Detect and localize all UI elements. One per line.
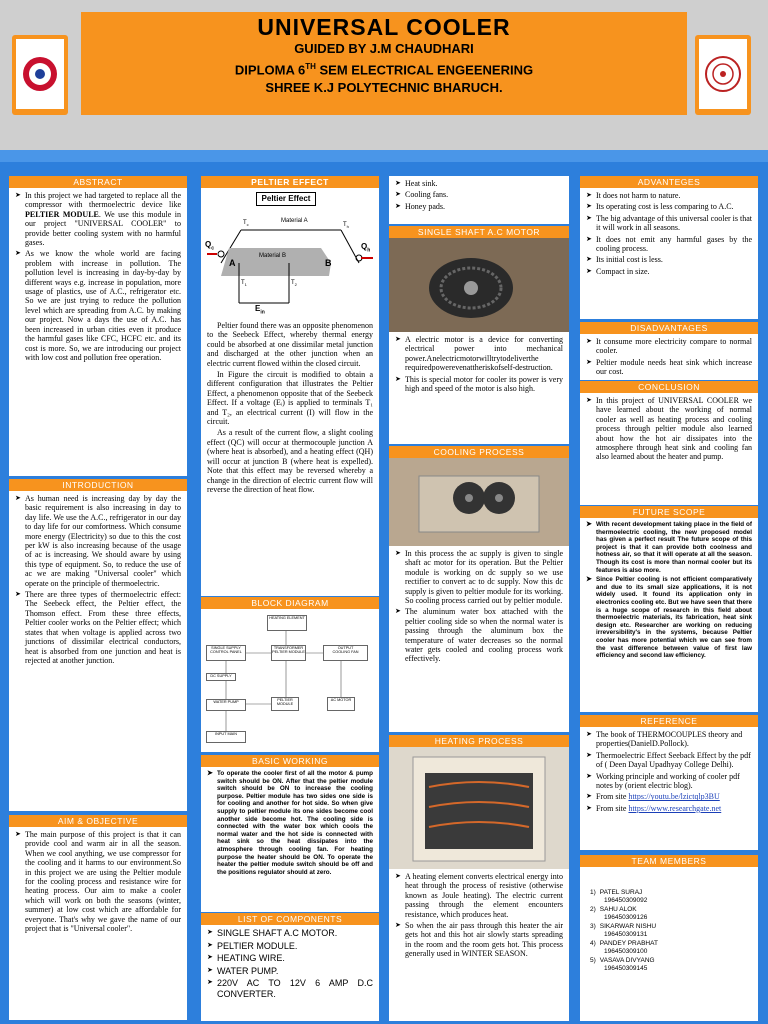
qh-label: $Q_h$ bbox=[361, 242, 371, 254]
intro-para-2: ➤ There are three types of thermoelectric effect: The Seebeck effect, the Peltier effect, the Thomson effect. From these three effects, Peltier cooler works on the Peltier effect; which states that when voltage is applied across two junctions of dissimilar electrical conductors, heat is absorbed from one junction and heat is rejected at another junction. bbox=[15, 590, 181, 665]
future-scope-header: FUTURE SCOPE bbox=[580, 506, 758, 518]
block-water-pump: WATER PUMP bbox=[206, 699, 246, 711]
diploma-line: DIPLOMA 6TH SEM ELECTRICAL ENGEENERING bbox=[234, 62, 534, 78]
component-item: ➤ PELTIER MODULE. bbox=[207, 941, 373, 952]
seal-icon bbox=[699, 39, 747, 109]
reference-header: REFERENCE bbox=[580, 715, 758, 727]
conclusion-section bbox=[580, 381, 758, 505]
cooling-photo bbox=[389, 458, 569, 546]
advantage-item: ➤ Its operating cost is less comparing to A.C. bbox=[586, 202, 752, 211]
reference-section bbox=[580, 715, 758, 850]
heating-section bbox=[389, 735, 569, 1021]
guided-by: GUIDED BY J.M CHAUDHARI bbox=[294, 41, 474, 56]
team-member bbox=[590, 906, 758, 922]
junction-b-label: B bbox=[325, 258, 332, 268]
aim-section bbox=[9, 815, 187, 1020]
member-enrollment: 196450309100 bbox=[604, 948, 648, 955]
member-name: VASAVA DIVYANG bbox=[599, 957, 655, 964]
component-item: ➤ HEATING WIRE. bbox=[207, 953, 373, 964]
block-diagram-section bbox=[201, 597, 379, 752]
advantages-section bbox=[580, 176, 758, 319]
reference-5: ➤ From site https://www.researchgate.net bbox=[586, 804, 752, 813]
reference-2: ➤ Thermoelectric Effect Seeback Effect by the pdf of ( Deen Dayal Upadhyay College Delhi). bbox=[586, 751, 752, 770]
member-enrollment: 196450309145 bbox=[604, 965, 648, 972]
tc-label: $T_c$ bbox=[243, 220, 249, 228]
heating-para-2: ➤ So when the air pass through this heater the air gets hot and this hot air slowly starts spreading in the room and the room gets hot. This process generally used in WINTER SEASON. bbox=[395, 921, 563, 959]
college-logo-right bbox=[695, 35, 751, 115]
diagram-title: Peltier Effect bbox=[256, 192, 316, 206]
component-item: ➤ Heat sink. bbox=[395, 179, 563, 188]
poster-title: UNIVERSAL COOLER bbox=[257, 14, 511, 40]
t1-label: $T_1$ bbox=[241, 280, 247, 288]
introduction-header: INTRODUCTION bbox=[9, 479, 187, 491]
block-output: OUTPUT COOLING FAN bbox=[323, 645, 368, 661]
youtube-link[interactable]: https://youtu.be/lzictqlp3BU bbox=[628, 792, 720, 802]
member-number: 4) bbox=[590, 940, 596, 947]
future-para-1: ➤ With recent development taking place in the field of thermoelectric cooling, the new proposed model has given a perfect result The future scope of this project is that it can provide both coolness and hotness air, so that it will operate at all the season. Though its cost is more than normal cooler but its features is also more. bbox=[586, 521, 752, 574]
member-name: SAHU ALOK bbox=[599, 906, 637, 913]
advantage-item: ➤ Its initial cost is less. bbox=[586, 255, 752, 264]
member-enrollment: 196450309092 bbox=[604, 897, 648, 904]
peltier-diagram bbox=[201, 188, 379, 318]
motor-para-2: ➤ This is special motor for cooler its power is very high and speed of the motor is also high. bbox=[395, 375, 563, 394]
cooling-fan-icon bbox=[389, 458, 569, 546]
th-label: $T_h$ bbox=[343, 222, 349, 230]
member-enrollment: 196450309131 bbox=[604, 931, 648, 938]
researchgate-link[interactable]: https://www.researchgate.net bbox=[628, 803, 722, 813]
college-name: SHREE K.J POLYTECHNIC BHARUCH. bbox=[265, 80, 503, 96]
motor-para-1: ➤ A electric motor is a device for converting electrical power into mechanical power.Anelectricmotorwilltrytodeliverthe requiredpowerevenattheriskofself-destruction. bbox=[395, 335, 563, 373]
basic-working-header: BASIC WORKING bbox=[201, 755, 379, 767]
t2-label: $T_2$ bbox=[291, 280, 297, 288]
team-member bbox=[590, 889, 758, 905]
conclusion-header: CONCLUSION bbox=[580, 381, 758, 393]
disadvantages-section bbox=[580, 322, 758, 380]
block-control-panel: SINGLE SUPPLY CONTROL PANEL bbox=[206, 645, 246, 661]
college-logo-left bbox=[12, 35, 68, 115]
material-a-label: Material A bbox=[281, 218, 308, 224]
cooling-header: COOLING PROCESS bbox=[389, 446, 569, 458]
aim-header: AIM & OBJECTIVE bbox=[9, 815, 187, 827]
reference-4: ➤ From site https://youtu.be/lzictqlp3BU bbox=[586, 792, 752, 801]
member-name: PATEL SURAJ bbox=[599, 889, 643, 896]
conclusion-text: ➤ In this project of UNIVERSAL COOLER we have learned about the working of normal cooler as well as heating process and cooling process through peltier module also learned about how the hot air dissipates into the atmosphere through heat sink and cooling fan also learned about the heater and pump. bbox=[586, 396, 752, 462]
disadvantage-item: ➤ It consume more electricity compare to normal cooler. bbox=[586, 337, 752, 356]
member-number: 5) bbox=[590, 957, 596, 964]
component-item: ➤ 220V AC TO 12V 6 AMP D.C CONVERTER. bbox=[207, 978, 373, 999]
member-number: 2) bbox=[590, 906, 596, 913]
member-enrollment: 196450309126 bbox=[604, 914, 648, 921]
block-dc-supply: DC SUPPLY bbox=[206, 673, 236, 681]
block-heating-element: HEATING ELEMENT bbox=[267, 615, 307, 631]
member-name: SIKARWAR NISHU bbox=[599, 923, 657, 930]
components-section bbox=[201, 913, 379, 1021]
abstract-section bbox=[9, 176, 187, 476]
team-member bbox=[590, 923, 758, 939]
abstract-para-2: ➤ As we know the whole world are facing problem with increase in pollution. The pollution level is increasing in day-by-day by different ways e.g. increase in population, more usage of plastics, use of A.C., refrigerator etc. So we are just trying to reduce the pollution level which are spreading from A.C. by making our project. Now a days the use of A.C. has been increased in urban cities even it produce the harmful gases like CFC, HCFC etc. and its cost is more. So, we are introducing our project with low cost and pollution free operation. bbox=[15, 249, 181, 362]
peltier-circuit-diagram bbox=[201, 208, 379, 318]
member-number: 1) bbox=[590, 889, 596, 896]
team-member bbox=[590, 957, 758, 973]
heating-para-1: ➤ A heating element converts electrical energy into heat through the process of resistive (otherwise known as Joule heating). The electric current passing through the element encounters resistance, which produces heat. bbox=[395, 872, 563, 919]
team-section bbox=[580, 855, 758, 1021]
block-diagram-header: BLOCK DIAGRAM bbox=[201, 597, 379, 609]
peltier-section bbox=[201, 176, 379, 596]
components-list bbox=[207, 928, 373, 999]
title-banner bbox=[81, 12, 687, 115]
block-input-main: INPUT MAIN bbox=[206, 731, 246, 743]
components-cont-section bbox=[389, 176, 569, 224]
member-number: 3) bbox=[590, 923, 596, 930]
junction-a-label: A bbox=[229, 258, 236, 268]
disadvantages-list bbox=[586, 337, 752, 377]
disadvantage-item: ➤ Peltier module needs heat sink which increase our cost. bbox=[586, 358, 752, 377]
advantage-item: ➤ The big advantage of this universal cooler is that it will work in all seasons. bbox=[586, 214, 752, 233]
cooling-para-1: ➤ In this process the ac supply is given to single shaft ac motor for its operation. But the Peltier module is working on dc supply so we use rectifier to convert ac to dc supply. Now this dc supply is given to peltier module for its working. So cooling process carried out by peltier module. bbox=[395, 549, 563, 605]
peltier-para-1: Peltier found there was an opposite phenomenon to the Seebeck Effect, whereby thermal energy could be absorbed at one dissimilar metal junction and discharged at the other junction when an electric current flowed within the closed circuit. bbox=[207, 321, 373, 368]
qc-label: $Q_c$ bbox=[205, 240, 215, 252]
basic-working-section bbox=[201, 755, 379, 912]
peltier-header: PELTIER EFFECT bbox=[201, 176, 379, 188]
future-scope-section bbox=[580, 506, 758, 712]
components-header: LIST OF COMPONENTS bbox=[201, 913, 379, 925]
heater-icon bbox=[389, 747, 569, 869]
advantages-list bbox=[586, 191, 752, 276]
block-diagram bbox=[201, 609, 379, 752]
basic-working-text: ➤ To operate the cooler first of all the motor & pump switch should be ON. After that the peltier module switch should be ON to increase the cooling purpose. Peltier module has two sides one side is for cooling and another for hot side. So when give supply to peltier module its one sides become cool another side become hot. The cooling side is connected with the water box which cools the normal water and the hot side is connected with heat sink so the heat dissipates into the atmosphere through cooling fan. For heating purpose the heater should be ON. To operate the heater the peltier module switch should be off and the positions regulator should at zero. bbox=[207, 770, 373, 876]
emblem-icon bbox=[16, 39, 64, 109]
ein-label: $E_{in}$ bbox=[255, 304, 265, 316]
future-para-2: ➤ Since Peltier cooling is not efficient comparatively and due to its small size applications, it is not widely used. It found its application only in electronics cooling etc. But we have seen that there is a huge scope of research in this field about thermoelectric materials, its fabrication, heat sink design etc. Researcher are working on reducing irreversibility's in the systems, because Peltier cooler has more potential which we can see from the vast difference between value of first law efficiency and second law efficiency. bbox=[586, 576, 752, 660]
team-header: TEAM MEMBERS bbox=[580, 855, 758, 867]
peltier-para-3: As a result of the current flow, a slight cooling effect (QC) will occur at thermocouple junction A (where heat is absorbed), and a heating effect (QH) will occur at junction B (where heat is expelled). Note that this effect may be reversed whereby a change in the direction of electric current flow will reverse the direction of heat flow. bbox=[207, 428, 373, 494]
motor-photo bbox=[389, 238, 569, 332]
motor-header: SINGLE SHAFT A.C MOTOR bbox=[389, 226, 569, 238]
motor-section bbox=[389, 226, 569, 444]
component-item: ➤ Cooling fans. bbox=[395, 190, 563, 199]
reference-3: ➤ Working principle and working of cooler pdf notes by (orient electric blog). bbox=[586, 772, 752, 791]
abstract-para-1: ➤ In this project we had targeted to replace all the compressor with thermoelectric device like PELTIER MODULE. We use this module in our project "UNIVERSAL COOLER" to provide better cooling system with no harmful gases. bbox=[15, 191, 181, 247]
cooling-para-2: ➤ The aluminum water box attached with the peltier cooling side so when the normal water is passing through the aluminum box the temperature of water decreases so the normal water gets cooled and cooling process work effectively. bbox=[395, 607, 563, 663]
heating-header: HEATING PROCESS bbox=[389, 735, 569, 747]
motor-icon bbox=[389, 238, 569, 332]
advantage-item: ➤ Compact in size. bbox=[586, 267, 752, 276]
component-item: ➤ Honey pads. bbox=[395, 202, 563, 211]
advantage-item: ➤ It does not emit any harmful gases by the cooling process. bbox=[586, 235, 752, 254]
components-cont-list bbox=[395, 179, 563, 211]
introduction-section bbox=[9, 479, 187, 811]
cooling-section bbox=[389, 446, 569, 732]
member-name: PANDEY PRABHAT bbox=[599, 940, 658, 947]
team-member bbox=[590, 940, 758, 956]
reference-1: ➤ The book of THERMOCOUPLES theory and properties(DanielD.Pollock). bbox=[586, 730, 752, 749]
block-transformer: TRANSFORMER PELTIER MODULE bbox=[271, 645, 306, 661]
intro-para-1: ➤ As human need is increasing day by day the basic requirement is also increasing in day to day life. We use the A.C., refrigerator in our day to day life for our comfortness. Which consume more energy (Electricity) so due to this the cost per kW is also increasing because of the usage of ac is increasing. We should aware by using this type of equipment. So, to reduce the use of ac we are making "Universal cooler" which operate on the principle of thermoelectric. bbox=[15, 494, 181, 588]
heating-photo bbox=[389, 747, 569, 869]
team-list bbox=[580, 889, 758, 973]
advantage-item: ➤ It does not harm to nature. bbox=[586, 191, 752, 200]
component-item: ➤ SINGLE SHAFT A.C MOTOR. bbox=[207, 928, 373, 939]
peltier-para-2: In Figure the circuit is modified to obtain a different configuration that illustrates the Peltier Effect, a phenomenon opposite that of the Seebeck Effect. If a voltage (Eᵢ) is applied to terminals T₁ and T₂, an electrical current (I) will flow in the circuit. bbox=[207, 370, 373, 427]
block-ac-motor: AC MOTOR bbox=[327, 697, 355, 711]
material-b-label: Material B bbox=[259, 253, 287, 259]
aim-para: ➤ The main purpose of this project is that it can provide cool and warm air in all the season. When we cool anything, we use compressor for the cooling and it harms to our environment.So in this project we are using the Peltier module for the cooling process and resistance wire for heating process. Our aim to make a cooler which will work on both the seasons (winter, summer) at low cost which are affordable for everyone. That's why we gave the name of our project that is "Universal cooler". bbox=[15, 830, 181, 933]
component-item: ➤ WATER PUMP. bbox=[207, 966, 373, 977]
advantages-header: ADVANTEGES bbox=[580, 176, 758, 188]
abstract-header: ABSTRACT bbox=[9, 176, 187, 188]
disadvantages-header: DISADVANTAGES bbox=[580, 322, 758, 334]
block-peltier: PELTIER MODULE bbox=[271, 697, 299, 711]
